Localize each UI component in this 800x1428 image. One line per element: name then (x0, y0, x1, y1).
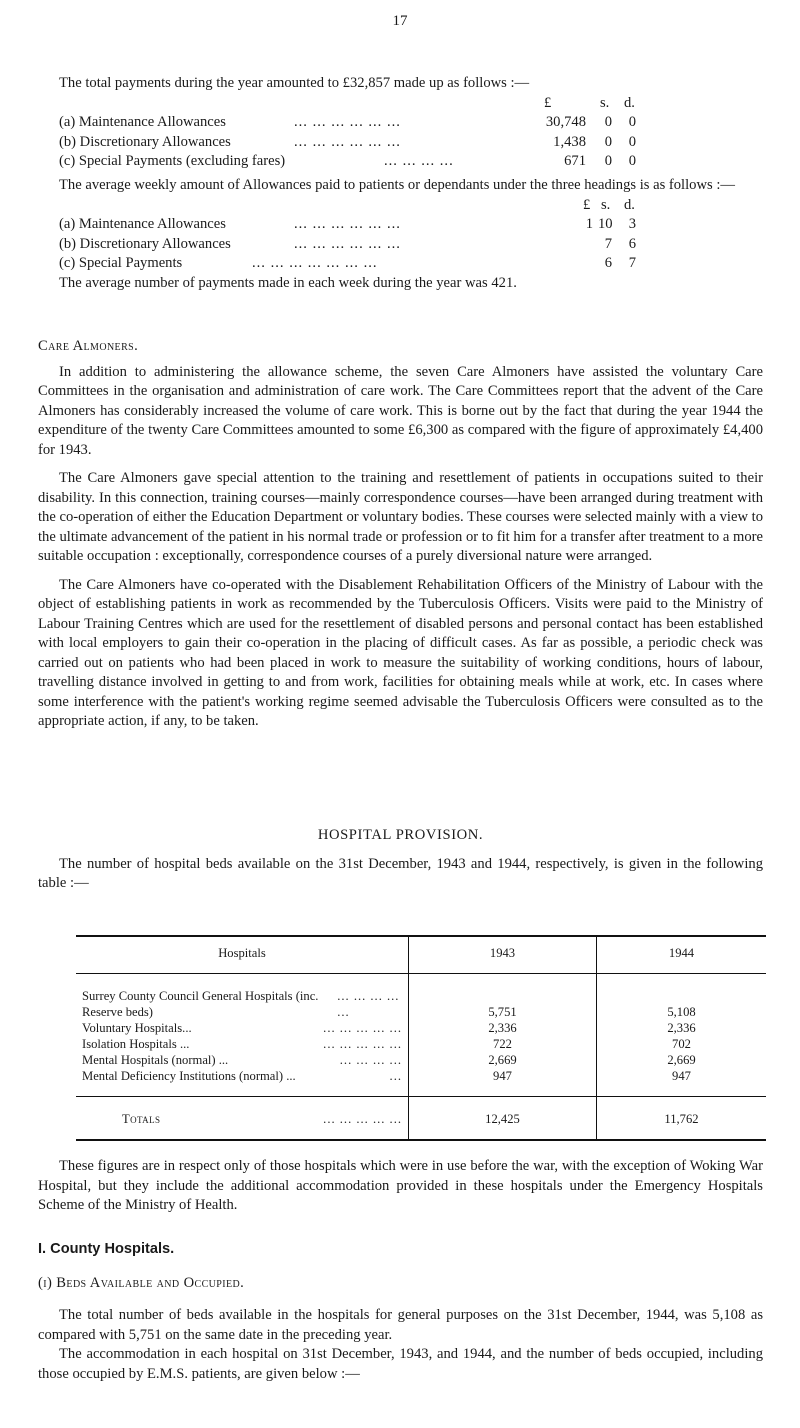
hospital-name: Voluntary Hospitals... (82, 1021, 192, 1035)
dot-leader: ... ... ... ... ... (337, 989, 400, 1019)
value-1943: 2,669 (409, 1052, 597, 1068)
header-1944: 1944 (597, 936, 767, 974)
weekly-row-a (38, 215, 763, 235)
dot-leader: ... (389, 1069, 402, 1083)
care-almoners-heading: Care Almoners. (38, 338, 139, 354)
county-hospitals-heading: I. County Hospitals. (38, 1241, 175, 1257)
hospital-beds-table (76, 935, 766, 1141)
payment-row-c (38, 152, 763, 172)
hospital-name: Isolation Hospitals ... (82, 1037, 190, 1051)
dot-leader: ... ... ... ... ... (323, 1037, 402, 1051)
total-1944: 11,762 (597, 1097, 767, 1141)
value-1944: 702 (672, 1037, 691, 1051)
weekly-shillings: 7 (604, 235, 612, 252)
payment-pence: 0 (628, 153, 636, 169)
pence-header: d. (624, 94, 635, 111)
page-number: 17 (392, 13, 408, 29)
payment-label: (b) Discretionary Allowances (59, 133, 231, 150)
payment-label: (a) Maintenance Allowances (59, 114, 226, 130)
total-1943: 12,425 (409, 1097, 597, 1141)
dot-leader: ... ... ... ... ... ... (294, 216, 401, 232)
payment-pounds: 30,748 (545, 114, 586, 130)
care-almoners-section (38, 337, 763, 732)
weekly-intro: The average weekly amount of Allowances paid to patients or dependants under the three headings is as follows :— (59, 177, 735, 193)
care-almoners-paragraph-2: The Care Almoners gave special attention to the training and resettlement of patients in occupations suited to their disability. In this connection, training courses—mainly correspondence courses—have been arranged during treatment with the co-operation of either the Education Department or voluntary bodies. These courses were selected mainly with a view to the ultimate advancement of the patient in his normal trade or profession or to fit him for a transfer after treatment to a more suitable occupation : exceptionally, correspondence courses of a purely diversional nature were arranged. (38, 470, 763, 564)
payment-shillings: 0 (604, 153, 612, 169)
payments-section (38, 74, 763, 172)
dot-leader: ... ... ... ... ... ... (294, 235, 401, 252)
dot-leader: ... ... ... ... ... ... ... (252, 255, 378, 271)
table-row (76, 1036, 766, 1052)
hospital-name: Mental Deficiency Institutions (normal) ... (82, 1069, 296, 1083)
payment-row-a (38, 113, 763, 133)
after-table-paragraph: These figures are in respect only of those hospitals which were in use before the war, with the exception of Woking War Hospital, but they include the additional accommodation provided in these hospitals under the Emergency Hospitals Scheme of the Ministry of Health. (38, 1158, 763, 1213)
value-1943: 947 (409, 1068, 597, 1097)
dot-leader: ... ... ... ... ... (323, 1112, 402, 1126)
value-1943: 722 (409, 1036, 597, 1052)
weekly-pounds: 1 (585, 216, 593, 232)
hospital-name: Mental Hospitals (normal) ... (82, 1053, 229, 1067)
weekly-row-b (38, 235, 763, 255)
pounds-header: £ (583, 196, 591, 213)
table-row (76, 1052, 766, 1068)
payment-row-b (38, 133, 763, 153)
payment-label: (c) Special Payments (excluding fares) (59, 153, 286, 169)
weekly-pence: 7 (628, 255, 636, 271)
payment-pence: 0 (628, 114, 636, 130)
header-hospitals: Hospitals (76, 936, 409, 974)
hospital-provision-heading: HOSPITAL PROVISION. (317, 827, 484, 843)
dot-leader: ... ... ... ... ... ... (294, 133, 401, 150)
table-row (76, 974, 766, 1021)
table-totals-row (76, 1097, 766, 1141)
weekly-footer: The average number of payments made in each week during the year was 421. (59, 274, 517, 291)
weekly-shillings: 10 (598, 216, 613, 232)
after-table-section (38, 1157, 763, 1216)
value-1944: 947 (672, 1069, 691, 1083)
dot-leader: ... ... ... ... (384, 153, 454, 169)
weekly-pence: 3 (628, 216, 636, 232)
dot-leader: ... ... ... ... ... (323, 1021, 402, 1035)
weekly-row-c (38, 254, 763, 274)
shillings-header: s. (601, 196, 611, 213)
payments-intro: The total payments during the year amounted to £32,857 made up as follows :— (59, 75, 530, 91)
payment-shillings: 0 (604, 114, 612, 130)
value-1944: 2,336 (667, 1021, 696, 1035)
pence-header: d. (624, 196, 635, 213)
weekly-label: (c) Special Payments (59, 255, 183, 271)
hospital-name: Surrey County Council General Hospitals (inc. Reserve beds) (82, 989, 322, 1019)
value-1944: 2,669 (667, 1053, 696, 1067)
value-1943: 2,336 (409, 1020, 597, 1036)
hospital-provision-section (38, 826, 763, 894)
weekly-label: (a) Maintenance Allowances (59, 216, 226, 232)
shillings-header: s. (600, 94, 610, 111)
payment-shillings: 0 (604, 133, 612, 150)
county-hospitals-paragraph-1: The total number of beds available in the hospitals for general purposes on the 31st December, 1944, was 5,108 as compared with 5,751 on the same date in the preceding year. (38, 1307, 763, 1343)
header-1943: 1943 (409, 936, 597, 974)
totals-label: Totals (122, 1112, 161, 1126)
weekly-section (38, 176, 763, 293)
value-1944: 5,108 (667, 1005, 696, 1019)
payment-pounds: 671 (564, 153, 586, 169)
care-almoners-paragraph-3: The Care Almoners have co-operated with the Disablement Rehabilitation Officers of the Ministry of Labour with the object of establishing patients in work as recommended by the Tuberculosis Officers. Visits were paid to the Ministry of Labour Training Centres which are used for the resettlement of disabled persons and personal contact has been established with local employers to gain their co-operation in the placing of difficult cases. As far as possible, a periodic check was carried out on patients who had been placed in work to measure the suitability of working conditions, hours of labour, travelling distance involved in getting to and from work, facilities for obtaining meals while at work, etc. In cases where some interference with the patient's working regime seemed advisable the Tuberculosis Officers were consulted as to the appropriate action, if any, to be taken. (38, 576, 763, 729)
table-row (76, 1068, 766, 1097)
weekly-label: (b) Discretionary Allowances (59, 235, 231, 252)
weekly-pence: 6 (628, 235, 636, 252)
table-header-row (76, 936, 766, 974)
hospital-provision-intro: The number of hospital beds available on the 31st December, 1943 and 1944, respectively, is given in the following table :— (38, 855, 763, 891)
county-hospitals-section (38, 1240, 763, 1384)
payments-currency-header (38, 94, 763, 114)
county-hospitals-paragraph-2: The accommodation in each hospital on 31st December, 1943, and 1944, and the number of beds occupied, including those occupied by E.M.S. patients, are given below :— (38, 1346, 763, 1382)
pounds-header: £ (544, 94, 552, 111)
weekly-shillings: 6 (604, 255, 612, 271)
beds-available-subheading: (i) Beds Available and Occupied. (38, 1274, 245, 1291)
care-almoners-paragraph-1: In addition to administering the allowance scheme, the seven Care Almoners have assisted the voluntary Care Committees in the organisation and administration of care work. The Care Committees report that the advent of the Care Almoners has considerably increased the volume of care work. This is borne out by the fact that during the year 1944 the expenditure of the twenty Care Committees amounted to some £6,300 as compared with the figure of approximately £4,400 for 1943. (38, 363, 763, 458)
dot-leader: ... ... ... ... (339, 1053, 402, 1067)
payment-pence: 0 (628, 133, 636, 150)
value-1943: 5,751 (409, 974, 597, 1021)
weekly-currency-header (38, 196, 763, 216)
dot-leader: ... ... ... ... ... ... (294, 114, 401, 130)
table-row (76, 1020, 766, 1036)
payment-pounds: 1,438 (553, 133, 586, 150)
